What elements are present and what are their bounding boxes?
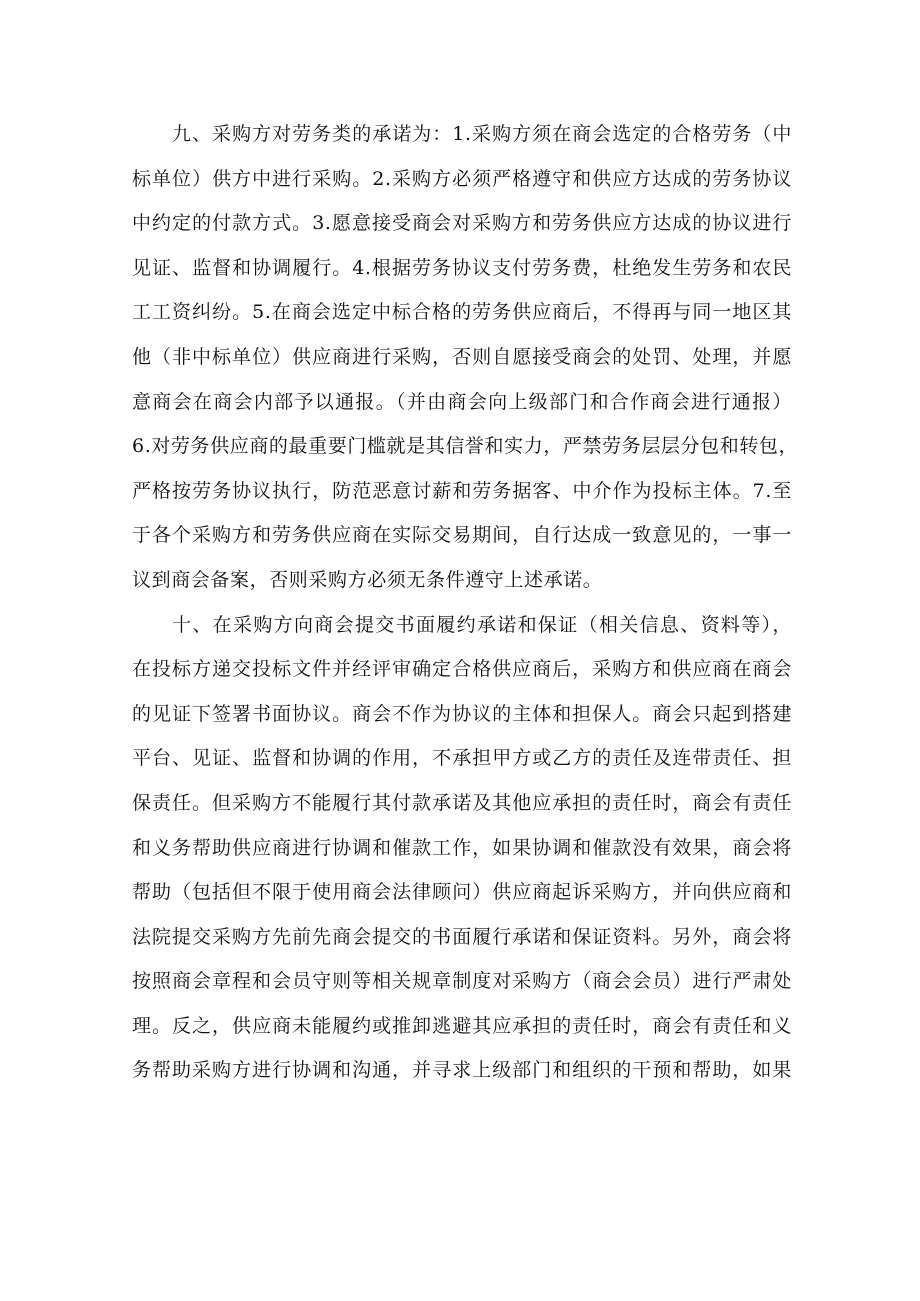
text-line: 在投标方递交投标文件并经评审确定合格供应商后，采购方和供应商在商会 <box>132 658 792 681</box>
text-line: 的见证下签署书面协议。商会不作为协议的主体和担保人。商会只起到搭建 <box>132 702 792 725</box>
text-line: 于各个采购方和劳务供应商在实际交易期间，自行达成一致意见的，一事一 <box>132 524 792 547</box>
text-line: 平台、见证、监督和协调的作用，不承担甲方或乙方的责任及连带责任、担 <box>132 747 792 770</box>
text-line: 法院提交采购方先前先商会提交的书面履行承诺和保证资料。另外，商会将 <box>132 925 792 948</box>
text-line: 九、采购方对劳务类的承诺为：1.采购方须在商会选定的合格劳务（中 <box>172 123 792 145</box>
text-line: 务帮助采购方进行协调和沟通，并寻求上级部门和组织的干预和帮助，如果 <box>132 1059 792 1082</box>
text-line: 中约定的付款方式。3.愿意接受商会对采购方和劳务供应方达成的协议进行 <box>132 212 792 235</box>
text-line: 严格按劳务协议执行，防范恶意讨薪和劳务据客、中介作为投标主体。7.至 <box>132 479 792 502</box>
paragraph-clause-9 <box>132 112 799 603</box>
text-line: 意商会在商会内部予以通报。（并由商会向上级部门和合作商会进行通报） <box>132 390 792 413</box>
paragraph-clause-10 <box>132 603 792 1094</box>
text-line: 帮助（包括但不限于使用商会法律顾问）供应商起诉采购方，并向供应商和 <box>132 881 792 904</box>
text-line: 见证、监督和协调履行。4.根据劳务协议支付劳务费，杜绝发生劳务和农民 <box>132 256 792 279</box>
text-line: 议到商会备案，否则采购方必须无条件遵守上述承诺。 <box>132 568 603 591</box>
text-line: 理。反之，供应商未能履约或推卸逃避其应承担的责任时，商会有责任和义 <box>132 1014 792 1037</box>
text-line: 标单位）供方中进行采购。2.采购方必须严格遵守和供应方达成的劳务协议 <box>132 167 792 190</box>
text-line: 按照商会章程和会员守则等相关规章制度对采购方（商会会员）进行严肃处 <box>132 970 792 993</box>
text-line: 和义务帮助供应商进行协调和催款工作，如果协调和催款没有效果，商会将 <box>132 836 792 859</box>
text-line: 十、在采购方向商会提交书面履约承诺和保证（相关信息、资料等）， <box>172 613 792 636</box>
text-line: 工工资纠纷。5.在商会选定中标合格的劳务供应商后，不得再与同一地区其 <box>132 301 792 324</box>
text-line: 他（非中标单位）供应商进行采购，否则自愿接受商会的处罚、处理，并愿 <box>132 345 792 368</box>
text-line: 保责任。但采购方不能履行其付款承诺及其他应承担的责任时，商会有责任 <box>132 791 792 814</box>
text-line: 6.对劳务供应商的最重要门槛就是其信誉和实力，严禁劳务层层分包和转包， <box>132 435 799 458</box>
document-body <box>132 112 799 1093</box>
